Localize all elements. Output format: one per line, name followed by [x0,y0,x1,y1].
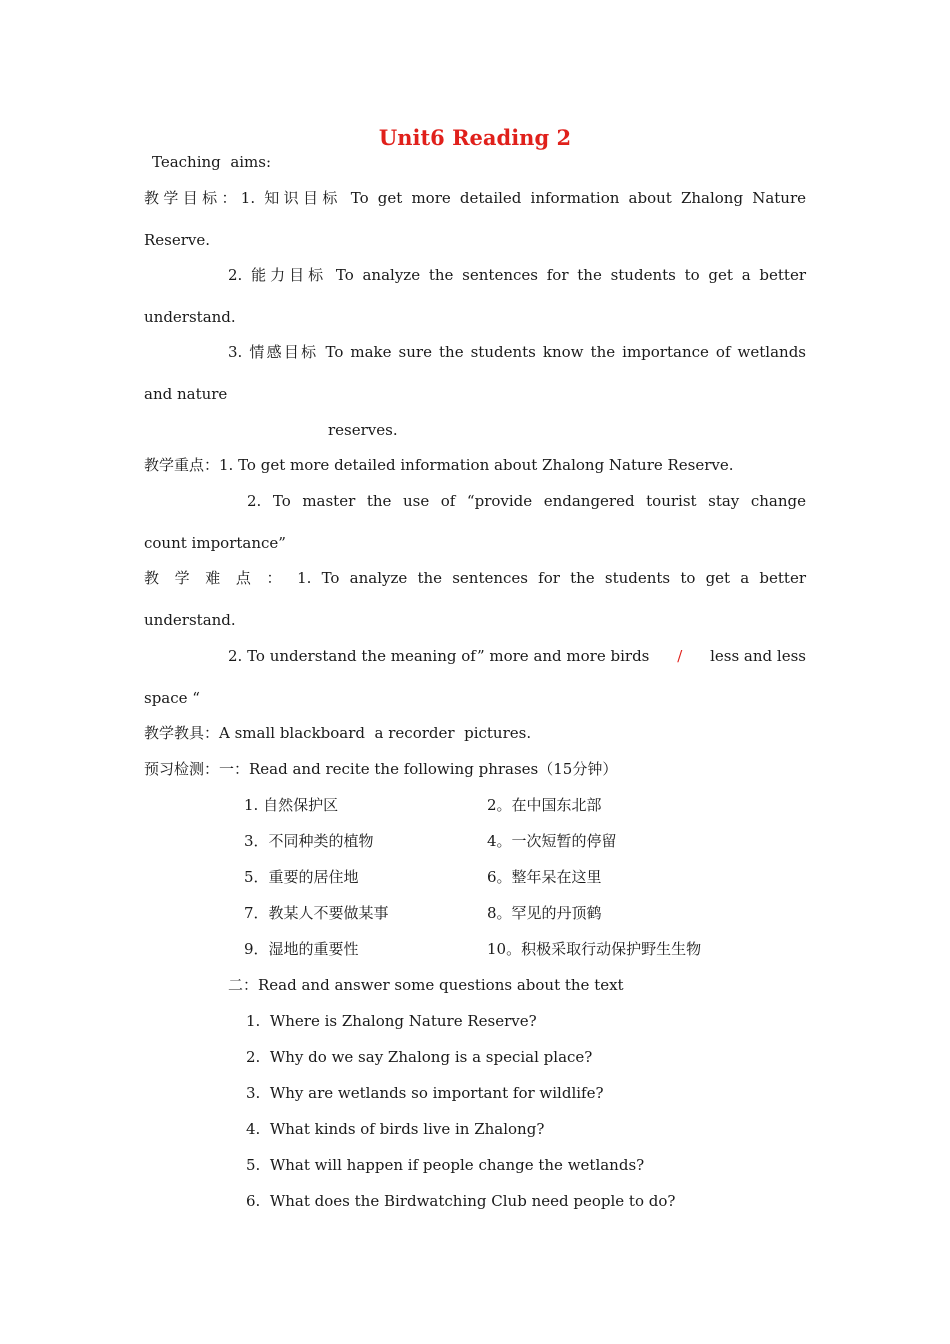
goal-line-3: 3. 情感目标 To make sure the students know the importance of wetlands [228,343,806,361]
key-point-line-2: 2. To master the use of “provide endangered tourist stay change [247,492,806,510]
question-item: 6. What does the Birdwatching Club need people to do? [246,1192,676,1210]
phrase-item: 2。在中国东北部 [487,796,602,814]
goal-line-2-cont: understand. [144,308,236,326]
goal-line-1-cont: Reserve. [144,231,211,249]
key-point-line-2-cont: count importance” [144,534,286,552]
phrase-item: 8。罕见的丹顶鹤 [487,904,602,922]
phrase-item: 3．不同种类的植物 [244,832,374,850]
difficulty-line-2 [228,646,806,666]
difficulty-slash: / [677,647,683,665]
phrase-item: 5．重要的居住地 [244,868,359,886]
question-item: 2. Why do we say Zhalong is a special place? [246,1048,593,1066]
difficulty-line-2-cont: space “ [144,689,200,707]
teaching-aims-label: Teaching aims: [152,153,272,171]
question-item: 4. What kinds of birds live in Zhalong? [246,1120,545,1138]
phrase-item: 7．教某人不要做某事 [244,904,389,922]
phrase-item: 1. 自然保护区 [244,796,339,814]
goal-line-2: 2. 能力目标 To analyze the sentences for the students to get a better [228,266,806,284]
goal-line-3-cont: and nature [144,385,228,403]
page-title: Unit6 Reading 2 [378,125,572,150]
phrase-item: 9．湿地的重要性 [244,940,359,958]
teaching-tools: 教学教具：A small blackboard a recorder pictures. [144,724,532,742]
question-item: 5. What will happen if people change the wetlands? [246,1156,645,1174]
difficulty-line-1: 教 学 难 点 ： 1. To analyze the sentences for the students to get a better [144,569,806,587]
difficulty-line-2-a: 2. To understand the meaning of” more and more birds [228,647,650,665]
goal-line-3-cont2: reserves. [328,421,398,439]
phrase-item: 4。一次短暂的停留 [487,832,617,850]
question-item: 3. Why are wetlands so important for wildlife? [246,1084,604,1102]
difficulty-line-1-cont: understand. [144,611,236,629]
preview-section-1-heading: 预习检测：一：Read and recite the following phrases（15分钟） [144,760,618,778]
question-item: 1. Where is Zhalong Nature Reserve? [246,1012,537,1030]
phrase-item: 10。积极采取行动保护野生生物 [487,940,702,958]
preview-section-2-heading: 二：Read and answer some questions about the text [228,976,624,994]
phrase-item: 6。整年呆在这里 [487,868,602,886]
goal-line-1: 教学目标：1. 知识目标 To get more detailed information about Zhalong Nature [144,189,806,207]
key-point-line-1: 教学重点：1. To get more detailed information about Zhalong Nature Reserve. [144,456,734,474]
difficulty-line-2-b: less and less [710,647,806,665]
